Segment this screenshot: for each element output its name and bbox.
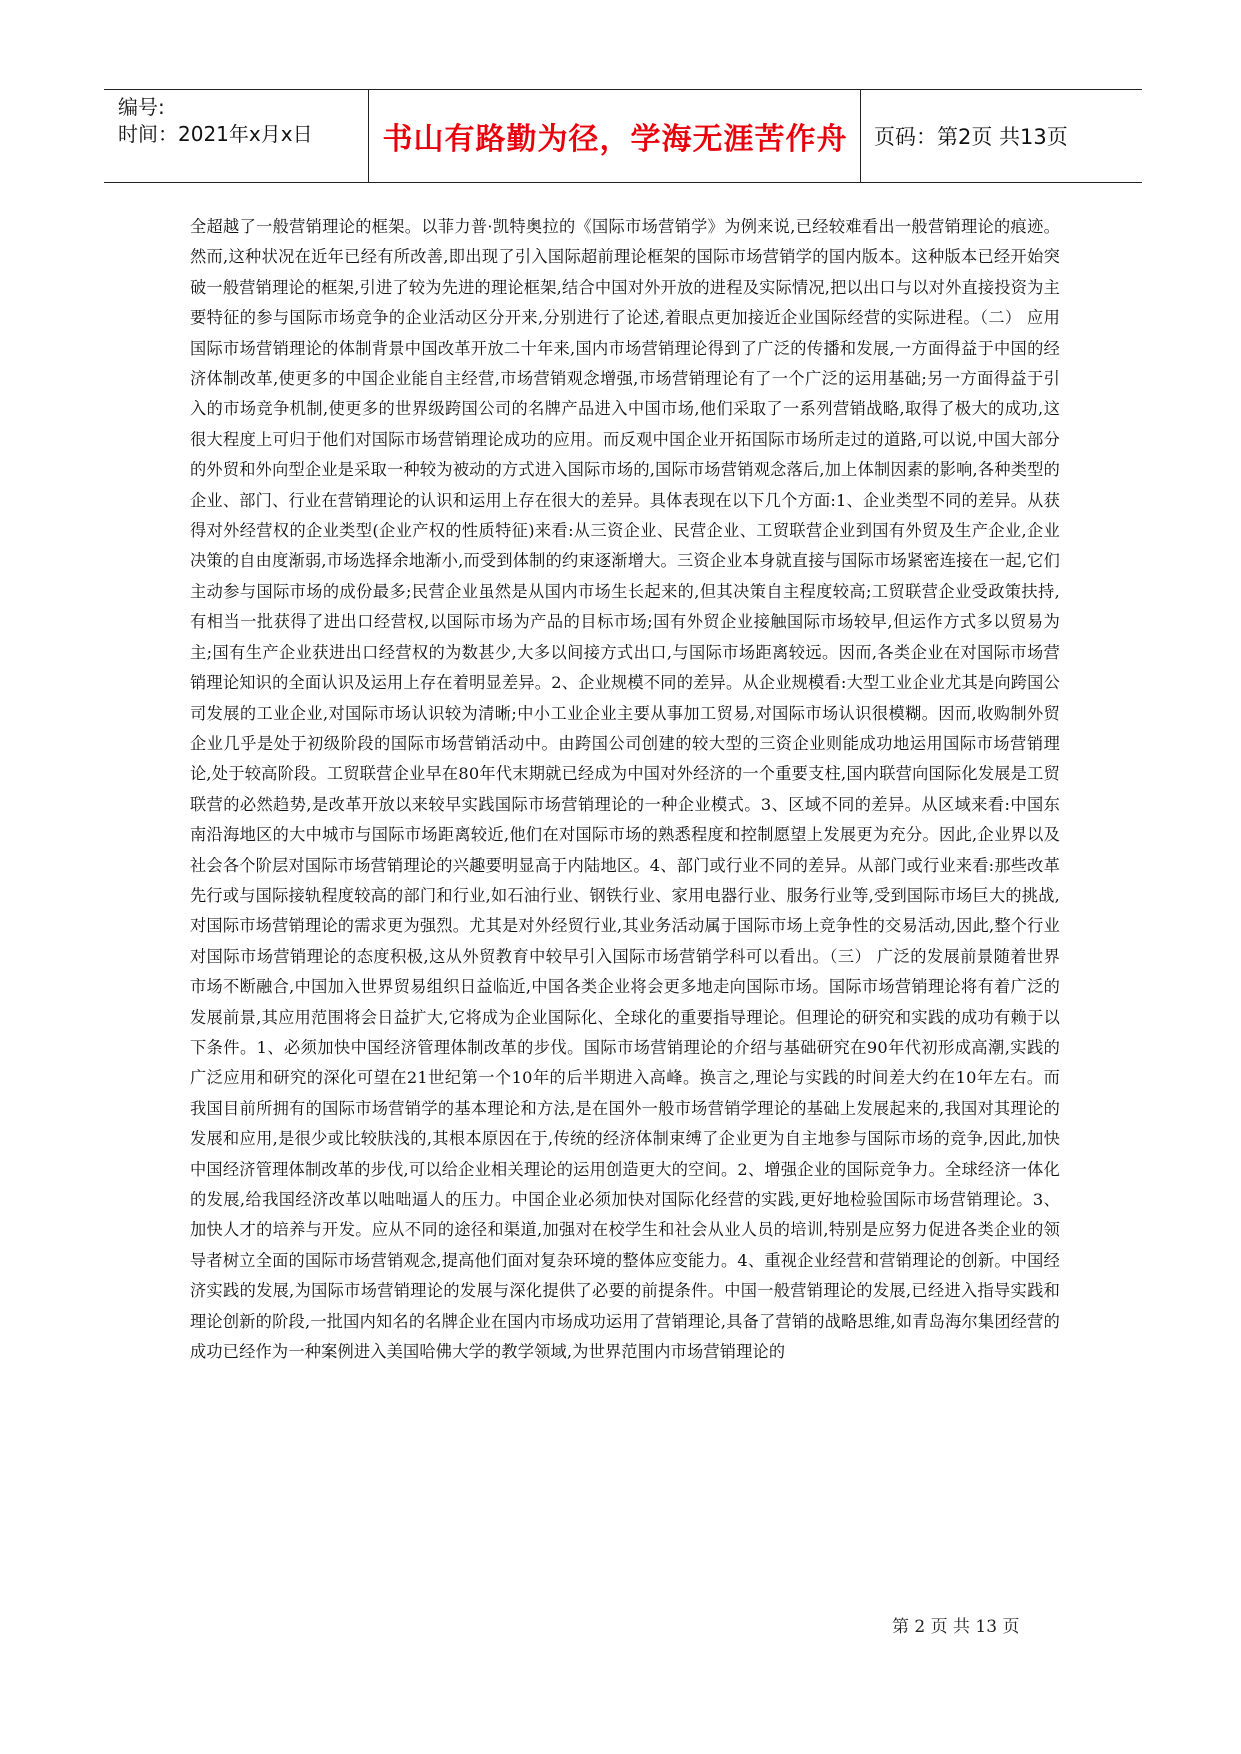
header-divider bbox=[860, 90, 861, 182]
header-meta bbox=[118, 94, 313, 148]
header-divider bbox=[368, 90, 369, 182]
header-motto: 书山有路勤为径，学海无涯苦作舟 bbox=[382, 122, 848, 157]
time-label: 时间：2021年x月x日 bbox=[118, 122, 313, 146]
serial-label: 编号: bbox=[118, 95, 165, 119]
header-page-info: 页码：第2页 共13页 bbox=[874, 125, 1068, 149]
page-header bbox=[104, 89, 1142, 183]
page-footer: 第 2 页 共 13 页 bbox=[892, 1617, 1020, 1637]
body-paragraph: 全超越了一般营销理论的框架。以菲力普·凯特奥拉的《国际市场营销学》为例来说,已经较难看出一般营销理论的痕迹。然而,这种状况在近年已经有所改善,即出现了引入国际超前理论框架的国际市场营销学的国内版本。这种版本已经开始突破一般营销理论的框架,引进了较为先进的理论框架,结合中国对外开放的进程及实际情况,把以出口与以对外直接投资为主要特征的参与国际市场竞争的企业活动区分开来,分别进行了论述,着眼点更加接近企业国际经营的实际进程。（二） 应用国际市场营销理论的体制背景中国改革开放二十年来,国内市场营销理论得到了广泛的传播和发展,一方面得益于中国的经济体制改革,使更多的中国企业能自主经营,市场营销观念增强,市场营销理论有了一个广泛的运用基础;另一方面得益于引入的市场竞争机制,使更多的世界级跨国公司的名牌产品进入中国市场,他们采取了一系列营销战略,取得了极大的成功,这很大程度上可归于他们对国际市场营销理论成功的应用。而反观中国企业开拓国际市场所走过的道路,可以说,中国大部分的外贸和外向型企业是采取一种较为被动的方式进入国际市场的,国际市场营销观念落后,加上体制因素的影响,各种类型的企业、部门、行业在营销理论的认识和运用上存在很大的差异。具体表现在以下几个方面:1、企业类型不同的差异。从获得对外经营权的企业类型(企业产权的性质特征)来看:从三资企业、民营企业、工贸联营企业到国有外贸及生产企业,企业决策的自由度渐弱,市场选择余地渐小,而受到体制的约束逐渐增大。三资企业本身就直接与国际市场紧密连接在一起,它们主动参与国际市场的成份最多;民营企业虽然是从国内市场生长起来的,但其决策自主程度较高;工贸联营企业受政策扶持,有相当一批获得了进出口经营权,以国际市场为产品的目标市场;国有外贸企业接触国际市场较早,但运作方式多以贸易为主;国有生产企业获进出口经营权的为数甚少,大多以间接方式出口,与国际市场距离较远。因而,各类企业在对国际市场营销理论知识的全面认识及运用上存在着明显差异。2、企业规模不同的差异。从企业规模看:大型工业企业尤其是向跨国公司发展的工业企业,对国际市场认识较为清晰;中小工业企业主要从事加工贸易,对国际市场认识很模糊。因而,收购制外贸企业几乎是处于初级阶段的国际市场营销活动中。由跨国公司创建的较大型的三资企业则能成功地运用国际市场营销理论,处于较高阶段。工贸联营企业早在80年代末期就已经成为中国对外经济的一个重要支柱,国内联营向国际化发展是工贸联营的必然趋势,是改革开放以来较早实践国际市场营销理论的一种企业模式。3、区域不同的差异。从区域来看:中国东南沿海地区的大中城市与国际市场距离较近,他们在对国际市场的熟悉程度和控制愿望上发展更为充分。因此,企业界以及社会各个阶层对国际市场营销理论的兴趣要明显高于内陆地区。4、部门或行业不同的差异。从部门或行业来看:那些改革先行或与国际接轨程度较高的部门和行业,如石油行业、钢铁行业、家用电器行业、服务行业等,受到国际市场巨大的挑战,对国际市场营销理论的需求更为强烈。尤其是对外经贸行业,其业务活动属于国际市场上竞争性的交易活动,因此,整个行业对国际市场营销理论的态度积极,这从外贸教育中较早引入国际市场营销学科可以看出。（三） 广泛的发展前景随着世界市场不断融合,中国加入世界贸易组织日益临近,中国各类企业将会更多地走向国际市场。国际市场营销理论将有着广泛的发展前景,其应用范围将会日益扩大,它将成为企业国际化、全球化的重要指导理论。但理论的研究和实践的成功有赖于以下条件。1、必须加快中国经济管理体制改革的步伐。国际市场营销理论的介绍与基础研究在90年代初形成高潮,实践的广泛应用和研究的深化可望在21世纪第一个10年的后半期进入高峰。换言之,理论与实践的时间差大约在10年左右。而我国目前所拥有的国际市场营销学的基本理论和方法,是在国外一般市场营销学理论的基础上发展起来的,我国对其理论的发展和应用,是很少或比较肤浅的,其根本原因在于,传统的经济体制束缚了企业更为自主地参与国际市场的竞争,因此,加快中国经济管理体制改革的步伐,可以给企业相关理论的运用创造更大的空间。2、增强企业的国际竞争力。全球经济一体化的发展,给我国经济改革以咄咄逼人的压力。中国企业必须加快对国际化经营的实践,更好地检验国际市场营销理论。3、加快人才的培养与开发。应从不同的途径和渠道,加强对在校学生和社会从业人员的培训,特别是应努力促进各类企业的领导者树立全面的国际市场营销观念,提高他们面对复杂环境的整体应变能力。4、重视企业经营和营销理论的创新。中国经济实践的发展,为国际市场营销理论的发展与深化提供了必要的前提条件。中国一般营销理论的发展,已经进入指导实践和理论创新的阶段,一批国内知名的名牌企业在国内市场成功运用了营销理论,具备了营销的战略思维,如青岛海尔集团经营的成功已经作为一种案例进入美国哈佛大学的教学领域,为世界范围内市场营销理论的 bbox=[190, 217, 1060, 1362]
